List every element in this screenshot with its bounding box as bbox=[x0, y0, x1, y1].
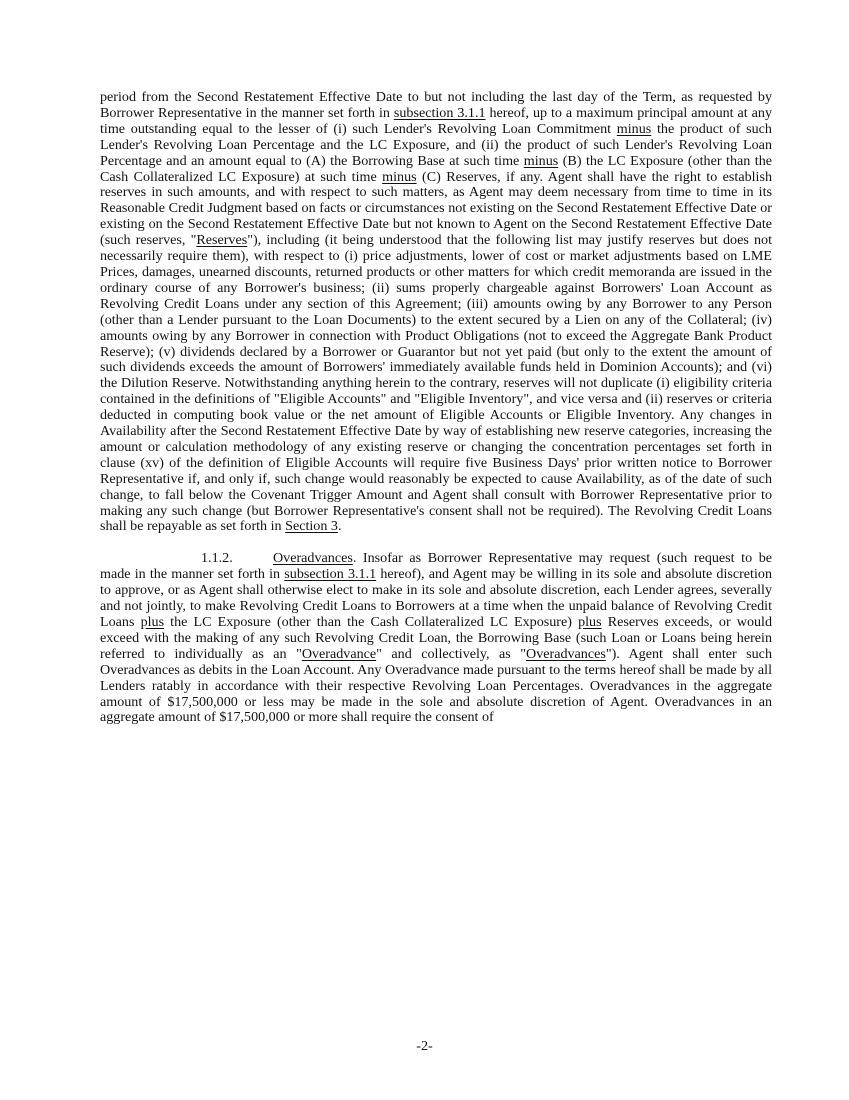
cross-reference-link: subsection 3.1.1 bbox=[284, 566, 377, 583]
emphasized-term: minus bbox=[523, 152, 559, 169]
text-run: "), including (it being understood that the following list may justify reserves but does not necessarily require them), with respect to (i) price adjustments, lower of cost or market adjustments based on LME Prices, damages, unearned discounts, returned products or other matters for which credit memoranda are issued in the ordinary course of any Borrower's business; (ii) sums properly chargeable against Borrowers' Loan Account as Revolving Credit Loans under any section of this Agreement; (iii) amounts owing by any Borrower to any Person (other than a Lender pursuant to the Loan Documents) to the extent secured by a Lien on any of the Collateral; (iv) amounts owing by any Borrower in connection with Product Obligations (not to exceed the Aggregate Bank Product Reserve); (v) dividends declared by a Borrower or Guarantor but not yet paid (but only to the extent the amount of such dividends exceeds the amount of Borrowers' immediately available funds held in Dominion Accounts); and (vi) the Dilution Reserve. Notwithstanding anything herein to the contrary, reserves will not duplicate (i) eligibility criteria contained in the definitions of "Eligible Accounts" and "Eligible Inventory", and vice versa and (ii) reserves or criteria deducted in computing book value or the net amount of Eligible Accounts or Eligible Inventory. Any changes in Availability after the Second Restatement Effective Date by way of establishing new reserve categories, increasing the amount or calculation methodology of any existing reserve or changing the concentration percentages set forth in clause (xv) of the definition of Eligible Accounts will require five Business Days' prior written notice to Borrower Representative if, and only if, such change would reasonably be expected to cause Availability, as of the date of such change, to fall below the Covenant Trigger Amount and Agent shall consult with Borrower Representative prior to making any such change (but Borrower Representative's consent shall not be required). The Revolving Credit Loans shall be repayable as set forth in bbox=[100, 232, 772, 535]
text-run: . bbox=[337, 518, 342, 535]
text-run: " and collectively, as " bbox=[376, 645, 527, 662]
revolving-credit-paragraph bbox=[100, 90, 772, 535]
text-run: (C) Reserves, if any. Agent shall have the right to establish reserves in such amounts, and with respect to such matters, as Agent may deem necessary from time to time in its Reasonable Credit Judgment based on facts or circumstances not existing on the Second Restatement Effective Date or existing on the Second Restatement Effective Date but not known to Agent on the Second Restatement Effective Date (such reserves, " bbox=[100, 168, 772, 249]
text-run: Reserves exceeds, or would exceed with the making of any such Revolving Credit Loan, the Borrowing Base (such Loan or Loans being herein referred to individually as an " bbox=[100, 614, 773, 662]
page-number: -2- bbox=[416, 1038, 433, 1054]
cross-reference-link: subsection 3.1.1 bbox=[393, 104, 486, 121]
document-page bbox=[100, 90, 772, 726]
defined-term: Overadvance bbox=[301, 645, 377, 662]
text-run: period from the Second Restatement Effective Date to but not including the last day of the Term, as requested by Borrower Representative in the manner set forth in bbox=[100, 89, 772, 121]
cross-reference-link: Section 3 bbox=[285, 518, 338, 535]
emphasized-term: minus bbox=[616, 120, 652, 137]
emphasized-term: plus bbox=[140, 614, 165, 630]
text-run: hereof, up to a maximum principal amount at any time outstanding equal to the lesser of (i) such Lender's Revolving Loan Commitment bbox=[100, 104, 773, 137]
text-run: the product of such Lender's Revolving Loan Percentage and the LC Exposure, and (ii) the product of such Lender's Revolving Loan Percentage and an amount equal to (A) the Borrowing Base at such time bbox=[100, 120, 772, 169]
defined-term: Reserves bbox=[196, 232, 248, 249]
section-heading: Overadvances bbox=[273, 550, 353, 567]
text-run: the LC Exposure (other than the Cash Collateralized LC Exposure) bbox=[164, 614, 579, 630]
section-number: 1.1.2. bbox=[201, 550, 233, 567]
text-run: (B) the LC Exposure (other than the Cash Collateralized LC Exposure) at such time bbox=[100, 152, 772, 185]
emphasized-term: minus bbox=[382, 168, 417, 185]
text-run: . Insofar as Borrower Representative may request (such request to be made in the manner set forth in bbox=[100, 550, 772, 583]
text-run: hereof), and Agent may be willing in its sole and absolute discretion to approve, or as Agent shall otherwise elect to make in its sole and absolute discretion, each Lender agrees, severally and not jointly, to make Revolving Credit Loans to Borrowers at a time when the unpaid balance of Revolving Credit Loans bbox=[100, 566, 772, 630]
defined-term: Overadvances bbox=[526, 645, 606, 662]
text-run: "). Agent shall enter such Overadvances as debits in the Loan Account. Any Overadvance made pursuant to the terms hereof shall be made by all Lenders ratably in accordance with their respective Revolving Loan Percentages. Overadvances in the aggregate amount of $17,500,000 or less may be made in the sole and absolute discretion of Agent. Overadvances in an aggregate amount of $17,500,000 or more shall require the consent of bbox=[100, 645, 772, 726]
emphasized-term: plus bbox=[578, 614, 602, 630]
overadvances-paragraph bbox=[100, 551, 772, 726]
